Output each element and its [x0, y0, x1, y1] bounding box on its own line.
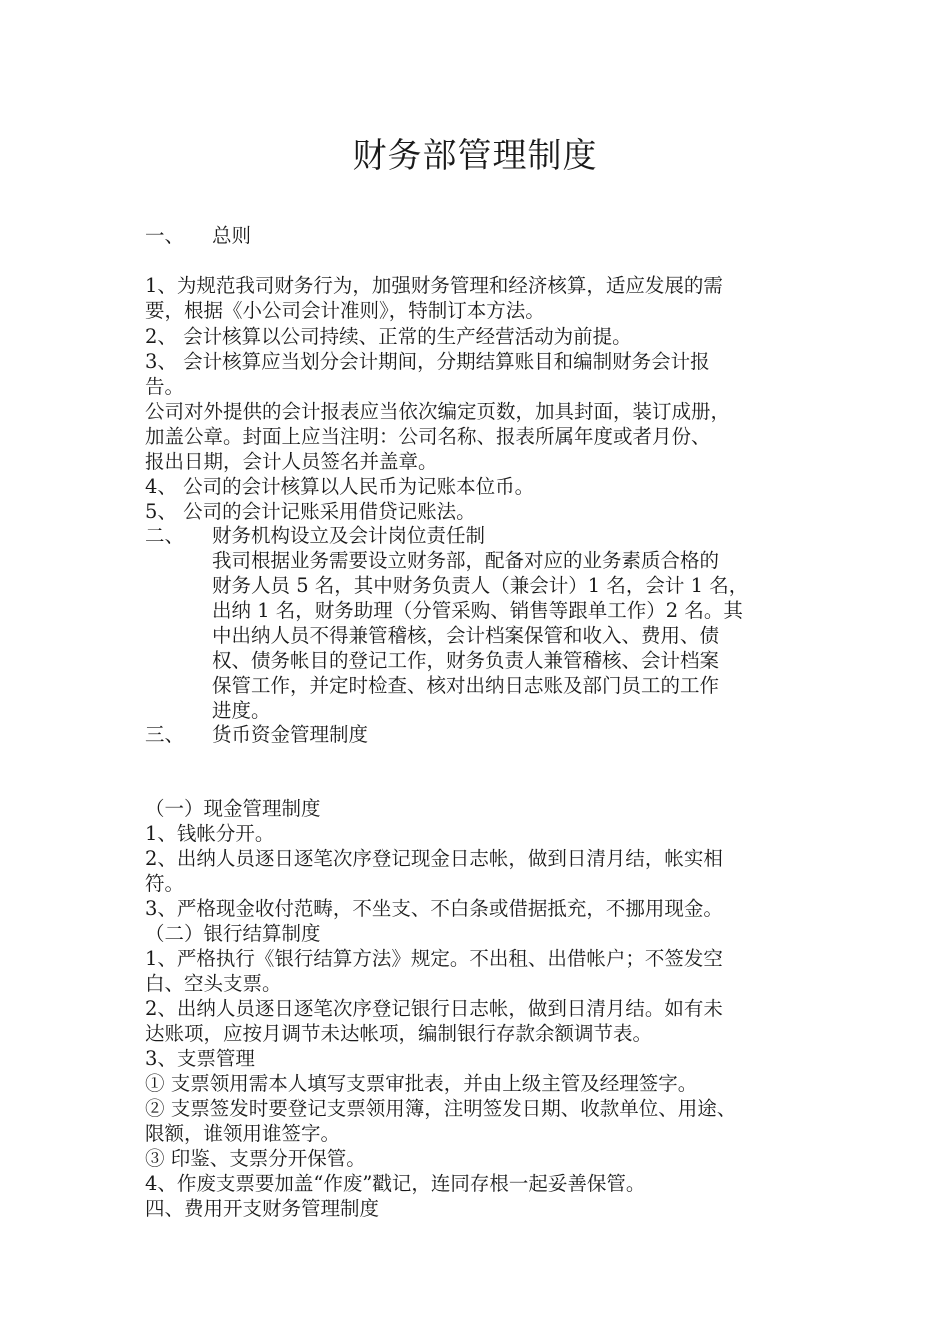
paragraph-line: 我司根据业务需要设立财务部，配备对应的业务素质合格的	[212, 549, 720, 572]
document-title: 财务部管理制度	[352, 136, 598, 176]
paragraph-line: 4、作废支票要加盖“作废”戳记，连同存根一起妥善保管。	[145, 1172, 646, 1195]
paragraph-line: 2、出纳人员逐日逐笔次序登记现金日志帐，做到日清月结，帐实相	[145, 847, 723, 870]
paragraph-line: 2、出纳人员逐日逐笔次序登记银行日志帐，做到日清月结。如有未	[145, 997, 723, 1020]
paragraph-line: 白、空头支票。	[145, 972, 282, 995]
paragraph-line: 3、 会计核算应当划分会计期间，分期结算账目和编制财务会计报	[145, 350, 710, 373]
paragraph-line: 中出纳人员不得兼管稽核，会计档案保管和收入、费用、债	[212, 624, 720, 647]
paragraph-line: 告。	[145, 375, 185, 398]
subsection-heading: （一）现金管理制度	[145, 797, 321, 820]
paragraph-line: 要，根据《小公司会计准则》，特制订本方法。	[145, 299, 545, 322]
paragraph-line: 2、 会计核算以公司持续、正常的生产经营活动为前提。	[145, 325, 632, 348]
paragraph-line: 1、严格执行《银行结算方法》规定。不出租、出借帐户；不签发空	[145, 947, 723, 970]
paragraph-line: ① 支票领用需本人填写支票审批表，并由上级主管及经理签字。	[145, 1072, 698, 1095]
paragraph-line: 3、严格现金收付范畴，不坐支、不白条或借据抵充，不挪用现金。	[145, 897, 723, 920]
paragraph-line: 权、债务帐目的登记工作，财务负责人兼管稽核、会计档案	[212, 649, 720, 672]
paragraph-line: 财务人员 5 名，其中财务负责人（兼会计）1 名，会计 1 名，	[212, 574, 749, 597]
paragraph-line: 出纳 1 名，财务助理（分管采购、销售等跟单工作）2 名。其	[212, 599, 743, 622]
section-heading-expenses: 四、费用开支财务管理制度	[145, 1197, 380, 1220]
paragraph-line: 公司对外提供的会计报表应当依次编定页数，加具封面，装订成册，	[145, 400, 731, 423]
paragraph-line: 3、支票管理	[145, 1047, 255, 1070]
paragraph-line: 保管工作，并定时检查、核对出纳日志账及部门员工的工作	[212, 674, 720, 697]
paragraph-line: 符。	[145, 872, 185, 895]
section-label: 货币资金管理制度	[212, 723, 369, 746]
paragraph-line: 5、 公司的会计记账采用借贷记账法。	[145, 500, 476, 523]
paragraph-line: 限额，谁领用谁签字。	[145, 1122, 341, 1145]
paragraph-line: 加盖公章。封面上应当注明：公司名称、报表所属年度或者月份、	[145, 425, 711, 448]
section-heading-general	[145, 223, 251, 249]
paragraph-line: 进度。	[212, 699, 271, 722]
section-heading-currency	[145, 722, 368, 748]
section-heading-organization	[145, 523, 485, 549]
paragraph-line: 4、 公司的会计核算以人民币为记账本位币。	[145, 475, 535, 498]
paragraph-line: 1、为规范我司财务行为，加强财务管理和经济核算，适应发展的需	[145, 274, 723, 297]
section-label: 总则	[212, 224, 252, 247]
subsection-heading: （二）银行结算制度	[145, 922, 321, 945]
paragraph-line: 达账项，应按月调节未达帐项，编制银行存款余额调节表。	[145, 1022, 653, 1045]
section-label: 财务机构设立及会计岗位责任制	[212, 524, 486, 547]
section-number: 一、	[145, 224, 185, 247]
paragraph-line: 1、钱帐分开。	[145, 822, 275, 845]
paragraph-line: ② 支票签发时要登记支票领用簿，注明签发日期、收款单位、用途、	[145, 1097, 737, 1120]
paragraph-line: ③ 印鉴、支票分开保管。	[145, 1147, 366, 1170]
paragraph-line: 报出日期，会计人员签名并盖章。	[145, 450, 438, 473]
section-number: 三、	[145, 723, 185, 746]
section-number: 二、	[145, 524, 185, 547]
